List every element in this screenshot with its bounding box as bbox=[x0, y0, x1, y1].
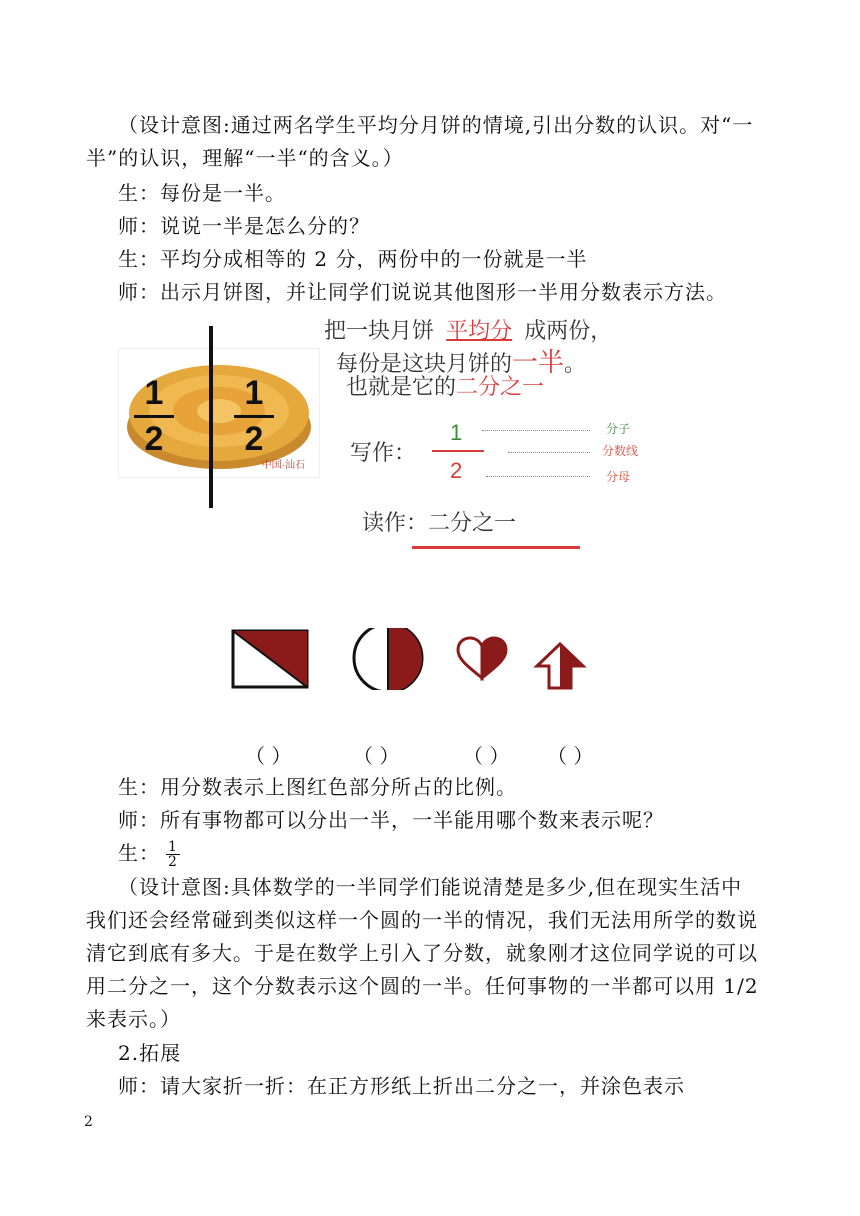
numerator-leader bbox=[482, 430, 590, 431]
half-denominator: 2 bbox=[168, 854, 178, 870]
half-arrow-shape bbox=[537, 644, 583, 688]
paragraph-intent-2-line-2: 我们还会经常碰到类似这样一个圆的一半的情况，我们无法用所学的数说 bbox=[86, 908, 758, 932]
write-label: 写作： bbox=[350, 440, 417, 465]
paragraph-intent-2-line-4: 用二分之一，这个分数表示这个圆的一半。任何事物的一半都可以用 1/2 bbox=[86, 974, 759, 998]
student-line-2: 生：平均分成相等的 2 分，两份中的一份就是一半 bbox=[118, 247, 588, 271]
half-heart-shape bbox=[458, 638, 506, 678]
slide-line-1-text: 把一块月饼 bbox=[324, 318, 435, 343]
write-denominator: 2 bbox=[450, 458, 463, 483]
cake-fraction-left bbox=[134, 374, 174, 459]
cake-fraction-right-numerator: 1 bbox=[244, 374, 264, 412]
half-numerator: 1 bbox=[168, 839, 178, 855]
half-fraction bbox=[166, 840, 180, 869]
slide-line-3-text: 也就是它的 bbox=[346, 374, 457, 399]
fraction-bar bbox=[234, 415, 274, 418]
label-fraction-line: 分数线 bbox=[602, 444, 639, 458]
student-line-4 bbox=[118, 840, 180, 869]
shapes-row bbox=[230, 628, 590, 690]
mooncake-watermark: 中国·汕石 bbox=[261, 460, 305, 471]
teacher-line-1: 师：说说一半是怎么分的？ bbox=[118, 214, 370, 238]
slide-line-3 bbox=[346, 370, 544, 401]
paragraph-intent-2: （设计意图:具体数学的一半同学们能说清楚是多少,但在现实生活中 bbox=[118, 875, 743, 899]
page-number: 2 bbox=[84, 1114, 93, 1130]
teacher-line-2: 师：出示月饼图，并让同学们说说其他图形一半用分数表示方法。 bbox=[118, 280, 727, 304]
paragraph-intent-2-line-5: 来表示。） bbox=[86, 1007, 181, 1031]
cake-fraction-left-numerator: 1 bbox=[144, 374, 164, 412]
answer-blank-4[interactable]: （ ） bbox=[547, 744, 594, 768]
paragraph-intent-1-cont: 半”的认识，理解“一半“的含义。） bbox=[86, 146, 404, 170]
divider-line bbox=[209, 326, 213, 508]
fraction-bar bbox=[134, 415, 174, 418]
slide-line-2-text: 每份是这块月饼的 bbox=[336, 351, 513, 376]
teacher-line-4: 师：请大家折一折：在正方形纸上折出二分之一，并涂色表示 bbox=[118, 1074, 685, 1098]
write-numerator: 1 bbox=[450, 420, 463, 445]
cake-fraction-right bbox=[234, 374, 274, 459]
denominator-leader bbox=[486, 476, 590, 477]
answer-blank-3[interactable]: （ ） bbox=[463, 744, 510, 768]
slide-line-1-end: 成两份， bbox=[524, 318, 613, 343]
answer-blank-2[interactable]: （ ） bbox=[353, 744, 400, 768]
slide-line-2-end: 。 bbox=[564, 351, 587, 376]
half-square-shape bbox=[233, 631, 307, 687]
label-denominator: 分母 bbox=[606, 470, 631, 484]
label-numerator: 分子 bbox=[606, 422, 631, 436]
student-line-4-prefix: 生： bbox=[118, 841, 160, 865]
cake-fraction-right-denominator: 2 bbox=[244, 420, 264, 458]
slide-line-1-highlight: 平均分 bbox=[446, 318, 513, 343]
paragraph-intent-1: （设计意图:通过两名学生平均分月饼的情境,引出分数的认识。对“一 bbox=[118, 113, 754, 137]
section-heading: 2.拓展 bbox=[118, 1041, 182, 1065]
read-label: 读作：二分之一 bbox=[362, 510, 517, 535]
student-line-3: 生：用分数表示上图红色部分所占的比例。 bbox=[118, 775, 517, 799]
slide-line-2-highlight: 一半 bbox=[512, 347, 565, 377]
teacher-line-3: 师：所有事物都可以分出一半，一半能用哪个数来表示呢？ bbox=[118, 808, 664, 832]
slide-line-3-highlight: 二分之一 bbox=[456, 374, 545, 399]
half-circle-shape bbox=[354, 628, 422, 690]
fraction-line-leader bbox=[508, 452, 590, 453]
cake-fraction-left-denominator: 2 bbox=[144, 420, 164, 458]
paragraph-intent-2-line-3: 清它到底有多大。于是在数学上引入了分数，就象刚才这位同学说的可以 bbox=[86, 941, 758, 965]
write-fraction-bar bbox=[432, 450, 484, 452]
student-line-1: 生：每份是一半。 bbox=[118, 181, 286, 205]
slide-line-1 bbox=[324, 314, 612, 345]
answer-blank-1[interactable]: （ ） bbox=[245, 744, 292, 768]
read-underline bbox=[412, 546, 580, 549]
